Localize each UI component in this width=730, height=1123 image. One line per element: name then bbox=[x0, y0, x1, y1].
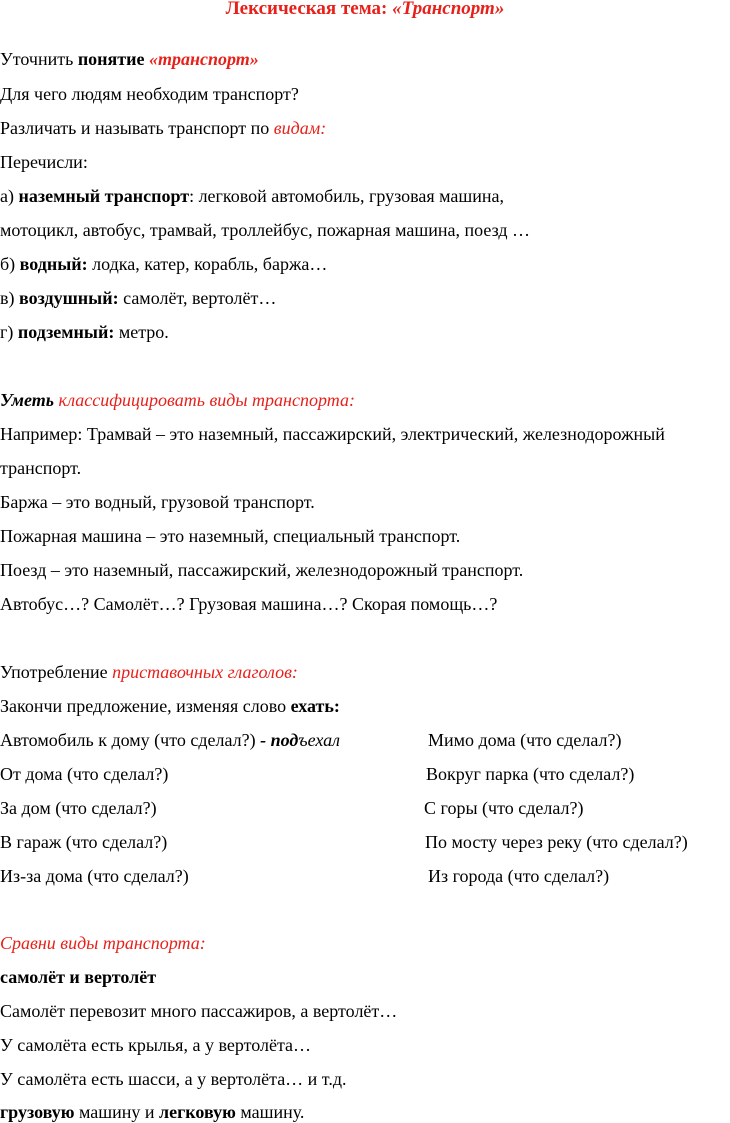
s4-line-2: Самолёт перевозит много пассажиров, а вертолёт… bbox=[0, 1001, 398, 1021]
title-prefix: Лексическая тема bbox=[225, 0, 382, 19]
s3-row-right: Из города (что сделал?) bbox=[428, 866, 610, 886]
s3-row-left: От дома (что сделал?) bbox=[0, 764, 169, 784]
s4-l5-text-2: машину. bbox=[235, 1102, 305, 1122]
s3-row-right: Вокруг парка (что сделал?) bbox=[426, 764, 635, 784]
s2-line-3: Баржа – это водный, грузовой транспорт. bbox=[0, 492, 315, 512]
s1-line-9 bbox=[0, 321, 169, 343]
s1-l7-bold: водный: bbox=[19, 254, 88, 274]
s2-line-5: Поезд – это наземный, пассажирский, железнодорожный транспорт. bbox=[0, 560, 524, 580]
s1-l1-term: «транспорт» bbox=[149, 49, 259, 69]
s3-row-right: По мосту через реку (что сделал?) bbox=[425, 832, 688, 852]
s4-line-5 bbox=[0, 1101, 304, 1123]
s1-line-7 bbox=[0, 253, 327, 275]
s1-l9-text: метро. bbox=[114, 322, 169, 342]
s1-l8-bold: воздушный: bbox=[19, 288, 119, 308]
s1-l1-bold: понятие bbox=[77, 49, 149, 69]
s1-l3-text: Различать и называть транспорт по bbox=[0, 118, 274, 138]
s2-heading-term: классифицировать виды транспорта: bbox=[53, 390, 355, 410]
title-topic: «Транспорт» bbox=[392, 0, 505, 19]
title-colon: : bbox=[381, 0, 393, 19]
s1-line-4: Перечисли: bbox=[0, 152, 88, 172]
s1-line-2: Для чего людям необходим транспорт? bbox=[0, 84, 299, 104]
s1-line-3 bbox=[0, 117, 326, 139]
s4-line-4: У самолёта есть шасси, а у вертолёта… и т.д. bbox=[0, 1069, 347, 1089]
s4-l5-bold-1: грузовую bbox=[0, 1102, 75, 1122]
s3-row-left-prefix: - под bbox=[260, 730, 299, 750]
s1-l5-bold: наземный транспорт bbox=[18, 186, 190, 206]
s2-heading bbox=[0, 389, 355, 411]
s3-row-left: За дом (что сделал?) bbox=[0, 798, 157, 818]
s3-line-1 bbox=[0, 695, 340, 717]
s2-line-1: Например: Трамвай – это наземный, пассажирский, электрический, железнодорожный bbox=[0, 424, 665, 444]
s3-row-left: В гараж (что сделал?) bbox=[0, 832, 168, 852]
s2-line-6: Автобус…? Самолёт…? Грузовая машина…? Скорая помощь…? bbox=[0, 594, 498, 614]
s1-l7-text: лодка, катер, корабль, баржа… bbox=[87, 254, 328, 274]
s1-line-5 bbox=[0, 185, 504, 207]
s1-l8-letter: в) bbox=[0, 288, 19, 308]
page-title bbox=[0, 0, 730, 20]
s3-heading bbox=[0, 661, 298, 683]
s3-row-right: Мимо дома (что сделал?) bbox=[428, 730, 622, 750]
s1-line-1 bbox=[0, 48, 259, 70]
s2-heading-bold: Уметь bbox=[0, 390, 54, 410]
s3-l1-text: Закончи предложение, изменяя слово bbox=[0, 696, 291, 716]
s2-line-4: Пожарная машина – это наземный, специальный транспорт. bbox=[0, 526, 461, 546]
s3-row-left bbox=[0, 729, 340, 751]
s3-row-left-ending: ъехал bbox=[298, 730, 340, 750]
s3-l1-bold: ехать: bbox=[290, 696, 340, 716]
s4-l5-text-1: машину и bbox=[74, 1102, 160, 1122]
s1-l7-letter: б) bbox=[0, 254, 20, 274]
s3-row-left-text: Автомобиль к дому (что сделал?) bbox=[0, 730, 261, 750]
s1-line-6: мотоцикл, автобус, трамвай, троллейбус, пожарная машина, поезд … bbox=[0, 220, 531, 240]
s3-heading-text: Употребление bbox=[0, 662, 113, 682]
s3-row-right: С горы (что сделал?) bbox=[424, 798, 584, 818]
s1-l8-text: самолёт, вертолёт… bbox=[118, 288, 277, 308]
s4-line-1: самолёт и вертолёт bbox=[0, 967, 157, 987]
s1-l9-bold: подземный: bbox=[17, 322, 115, 342]
s1-l3-term: видам: bbox=[273, 118, 327, 138]
s1-l5-text: : легковой автомобиль, грузовая машина, bbox=[189, 186, 505, 206]
s1-l5-letter: а) bbox=[0, 186, 19, 206]
s4-heading: Сравни виды транспорта: bbox=[0, 933, 206, 953]
s3-row-left: Из-за дома (что сделал?) bbox=[0, 866, 189, 886]
s1-line-8 bbox=[0, 287, 276, 309]
s1-l1-text: Уточнить bbox=[0, 49, 78, 69]
s1-l9-letter: г) bbox=[0, 322, 18, 342]
s2-line-2: транспорт. bbox=[0, 458, 82, 478]
s4-line-3: У самолёта есть крылья, а у вертолёта… bbox=[0, 1035, 312, 1055]
s3-heading-term: приставочных глаголов: bbox=[112, 662, 298, 682]
s4-l5-bold-2: легковую bbox=[159, 1102, 236, 1122]
